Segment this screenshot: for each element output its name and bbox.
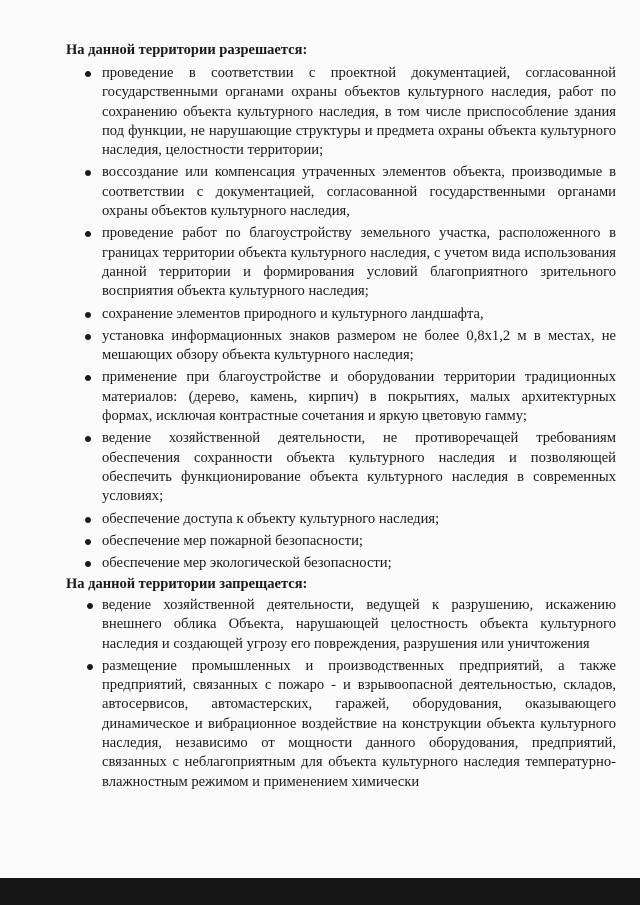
bullet-icon [85,436,91,442]
list-item [0,305,616,324]
bullet-icon [85,517,91,523]
prohibited-list [0,596,616,795]
list-item [0,429,616,506]
list-item-text: обеспечение доступа к объекту культурного наследия; [102,510,440,527]
list-item-text: воссоздание или компенсация утраченных элементов объекта, производимые в соответствии с документацией, согласованной государственными органами охраны объектов культурного наследия, [102,164,616,220]
bullet-icon [85,539,91,545]
bullet-icon [85,231,91,237]
allowed-heading: На данной территории разрешается: [66,42,308,58]
list-item-text: установка информационных знаков размером не более 0,8х1,2 м в местах, не мешающих обзору объекта культурного наследия; [102,327,616,364]
list-item [0,554,616,573]
bullet-icon [85,170,91,176]
list-item [0,327,616,366]
bullet-icon [85,71,91,77]
list-item [0,224,616,301]
list-item-text: ведение хозяйственной деятельности, ведущей к разрушению, искажению внешнего облика Объекта, нарушающей целостность объекта культурного наследия и создающей угрозу его повреждения, разрушения или уничтожения [102,597,616,652]
list-item [0,64,616,160]
list-item-text: обеспечение мер пожарной безопасности; [102,532,363,549]
list-item-text: проведение в соответствии с проектной документацией, согласованной государственными органами охраны объектов культурного наследия, работ по сохранению объекта культурного наследия, в том числе приспособление здания под функции, не нарушающие структуры и предмета охраны объекта культурного наследия, целостности территории; [102,65,616,159]
list-item [0,163,616,221]
scan-edge-band [0,878,640,905]
list-item [0,510,616,529]
bullet-icon [87,664,93,670]
allowed-list [0,64,616,576]
list-item-text: обеспечение мер экологической безопасности; [102,555,392,572]
bullet-icon [85,375,91,381]
list-item-text: ведение хозяйственной деятельности, не противоречащей требованиям обеспечения сохранности объекта культурного наследия и позволяющей обеспечить функционирование объекта культурного наследия в современных условиях; [102,430,616,505]
list-item-text: проведение работ по благоустройству земельного участка, расположенного в границах территории объекта культурного наследия, с учетом вида использования данной территории и формирования условий благоприятного зрительного восприятия объекта культурного наследия; [102,225,616,300]
list-item-text: применение при благоустройстве и оборудовании территории традиционных материалов: (дерево, камень, кирпич) в покрытиях, малых архитектурных формах, исключая контрастные сочетания и яркую цветовую гамму; [102,369,616,425]
list-item [0,596,616,654]
list-item [0,368,616,426]
list-item-text: размещение промышленных и производственных предприятий, а также предприятий, связанных с пожаро - и взрывоопасной деятельностью, складов, автосервисов, автомастерских, гаражей, оборудования, оказывающего динамическое и вибрационное воздействие на конструкции объекта культурного наследия, независимо от мощности данного оборудования, предприятий, связанных с неблагоприятным для объекта культурного наследия температурно-влажностным режимом и применением химически [102,657,616,790]
bullet-icon [85,312,91,318]
prohibited-heading: На данной территории запрещается: [66,576,308,592]
list-item [0,657,616,792]
bullet-icon [87,603,93,609]
bullet-icon [85,334,91,340]
bullet-icon [85,561,91,567]
list-item-text: сохранение элементов природного и культурного ландшафта, [102,305,484,322]
list-item [0,532,616,551]
